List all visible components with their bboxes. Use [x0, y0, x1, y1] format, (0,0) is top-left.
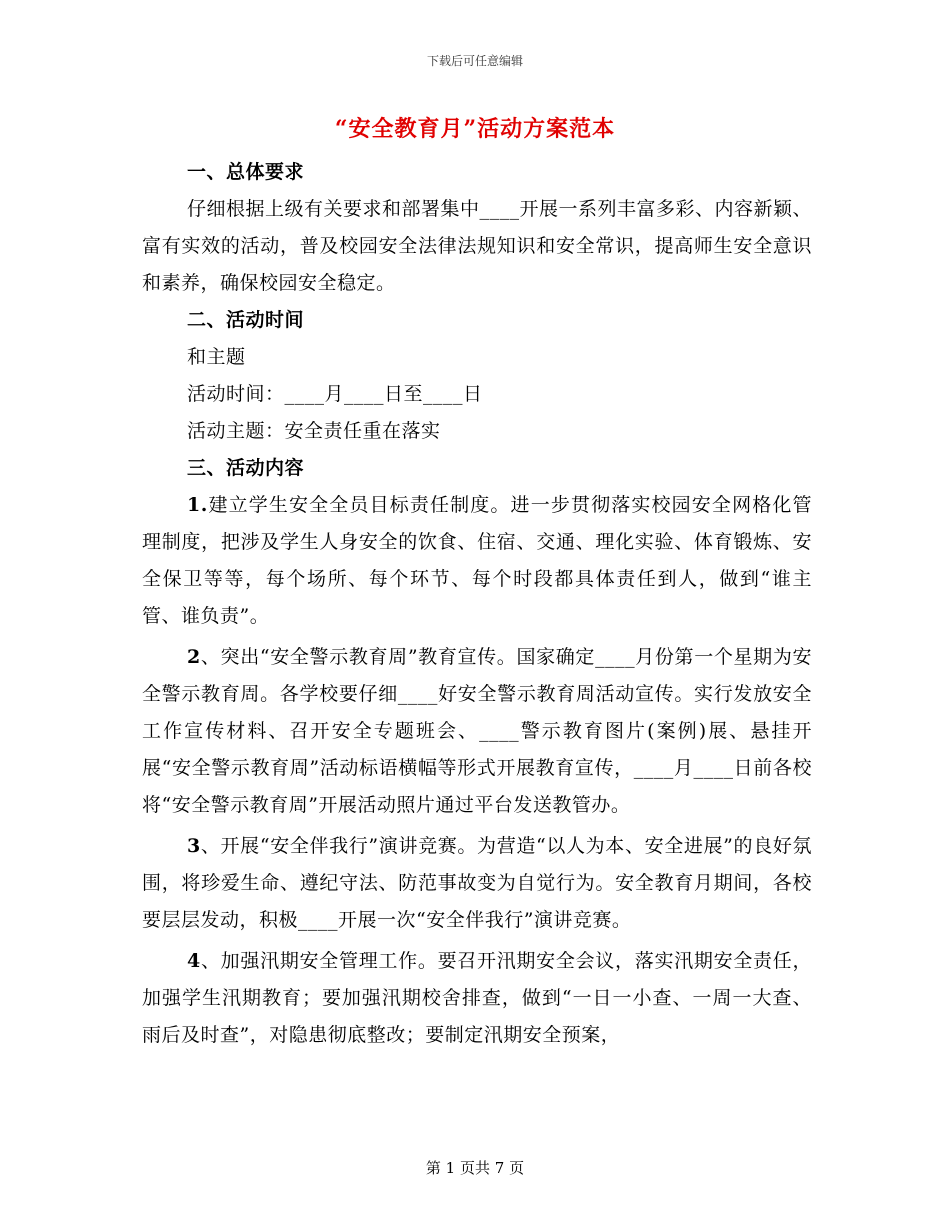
item-number: 3 — [187, 835, 201, 857]
page-footer: 第 1 页共 7 页 — [425, 1159, 525, 1177]
item-text: 、突出“安全警示教育周”教育宣传。国家确定____月份第一个星期为安全警示教育周。各学校要仔细____好安全警示教育周活动宣传。实行发放安全工作宣传材料、召开安全专题班会、____警示教育图片(案例)展、悬挂开展“安全警示教育周”活动标语横幅等形式开展教育宣传，____月____日前各校将“安全警示教育周”开展活动照片通过平台发送教管办。 — [142, 646, 812, 816]
item-text: 建立学生安全全员目标责任制度。进一步贯彻落实校园安全网格化管理制度，把涉及学生人身安全的饮食、住宿、交通、理化实验、体育锻炼、安全保卫等等，每个场所、每个环节、每个时段都具体责任到人，做到“谁主管、谁负责”。 — [142, 494, 812, 627]
section-heading-time: 二、活动时间 — [187, 309, 305, 331]
time-line-topic: 活动主题：安全责任重在落实 — [187, 420, 441, 442]
document-body — [142, 154, 812, 1054]
paragraph-requirements: 仔细根据上级有关要求和部署集中____开展一系列丰富多彩、内容新颖、富有实效的活动，普及校园安全法律法规知识和安全常识，提高师生安全意识和素养，确保校园安全稳定。 — [142, 198, 813, 294]
item-text: 、开展“安全伴我行”演讲竞赛。为营造“以人为本、安全进展”的良好氛围，将珍爱生命、遵纪守法、防范事故变为自觉行为。安全教育月期间，各校要层层发动，积极____开展一次“安全伴我行”演讲竞赛。 — [142, 835, 812, 931]
item-text: 、加强汛期安全管理工作。要召开汛期安全会议，落实汛期安全责任，加强学生汛期教育；要加强汛期校舍排查，做到“一日一小查、一周一大查、雨后及时查”，对隐患彻底整改；要制定汛期安全预案， — [142, 950, 812, 1046]
item-number: 1. — [187, 494, 208, 516]
section-heading-requirements: 一、总体要求 — [187, 161, 305, 183]
time-line-theme: 和主题 — [187, 346, 246, 368]
content-item-1 — [142, 487, 812, 635]
content-item-3 — [142, 828, 812, 939]
item-number: 4 — [187, 950, 201, 972]
item-number: 2 — [187, 646, 201, 668]
header-note: 下载后可任意编辑 — [426, 54, 523, 68]
time-line-dates: 活动时间：____月____日至____日 — [187, 383, 483, 405]
page-title: “安全教育月”活动方案范本 — [334, 116, 616, 142]
content-item-2 — [142, 639, 812, 824]
content-item-4 — [142, 943, 812, 1054]
section-heading-content: 三、活动内容 — [187, 457, 305, 479]
